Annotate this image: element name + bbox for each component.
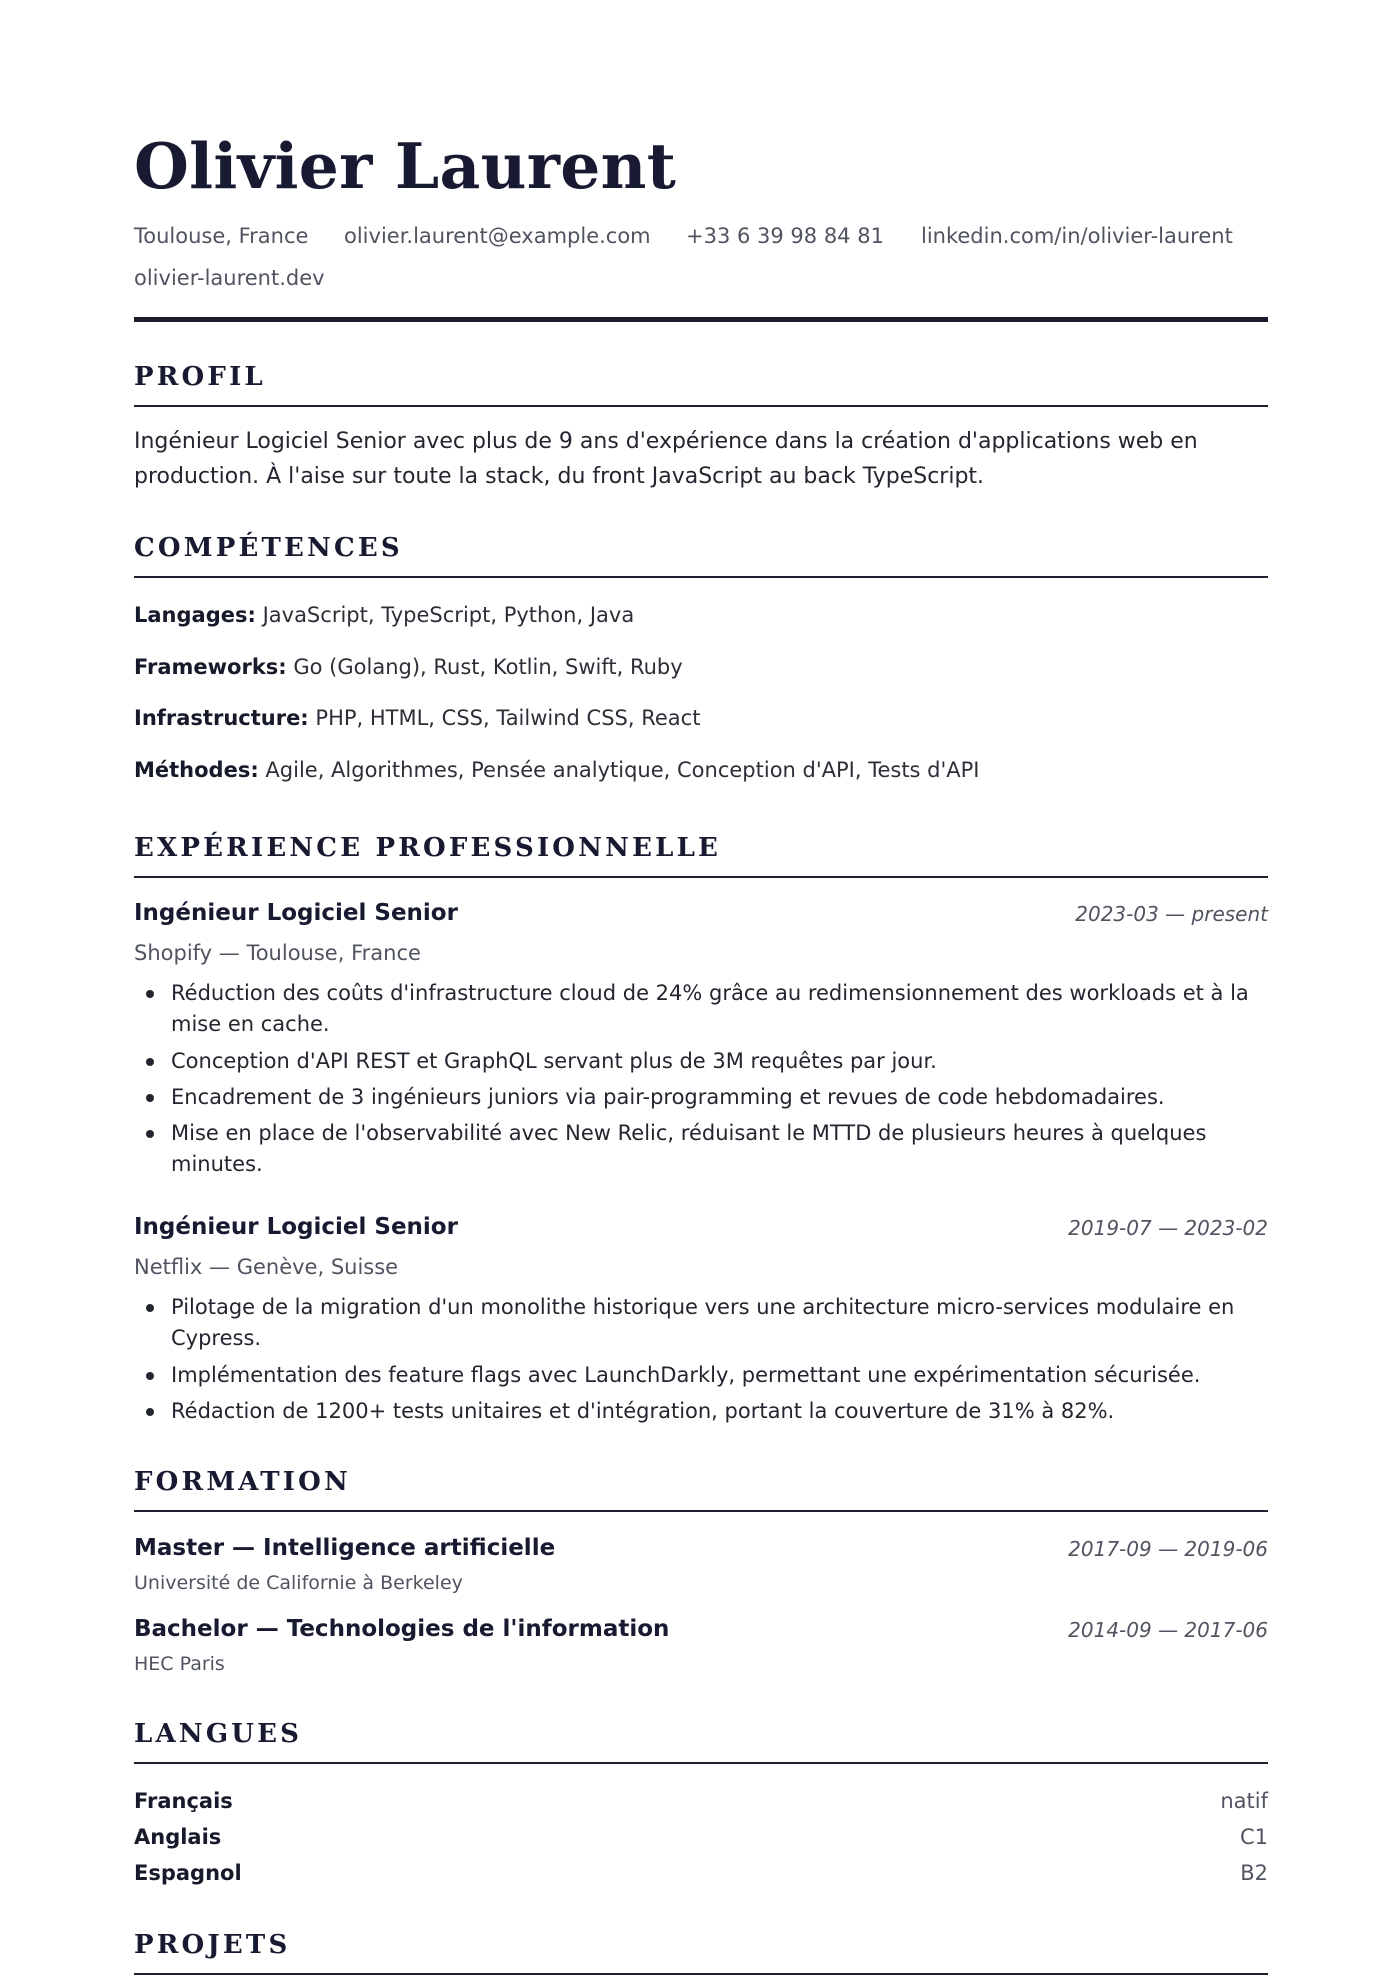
skill-label: Langages:: [134, 603, 256, 627]
school-name: HEC Paris: [134, 1653, 225, 1675]
skill-label: Méthodes:: [134, 758, 259, 782]
bullet-dot: [146, 1058, 154, 1066]
section-divider: [134, 1762, 1268, 1764]
bullet-text: Implémentation des feature flags avec LaunchDarkly, permettant une expérimentation sécurisée.: [171, 1363, 1201, 1387]
degree-dates: 2014-09 — 2017-06: [1068, 1618, 1268, 1642]
section-divider: [134, 1510, 1268, 1512]
language-name: Français: [134, 1789, 233, 1813]
bullet-text: Pilotage de la migration d'un monolithe historique vers une architecture micro-services modulaire en: [171, 1295, 1235, 1319]
skill-value: JavaScript, TypeScript, Python, Java: [262, 603, 635, 627]
skill-row: [134, 599, 634, 631]
skill-row: [134, 651, 683, 683]
skill-value: Go (Golang), Rust, Kotlin, Swift, Ruby: [293, 655, 683, 679]
skill-label: Infrastructure:: [134, 706, 309, 730]
profile-text-line: Ingénieur Logiciel Senior avec plus de 9 ans d'expérience dans la création d'applications web en: [134, 429, 1198, 454]
language-level: C1: [1239, 1825, 1268, 1849]
bullet-text: Conception d'API REST et GraphQL servant plus de 3M requêtes par jour.: [171, 1049, 937, 1073]
section-divider: [134, 876, 1268, 878]
candidate-name: Olivier Laurent: [134, 129, 677, 203]
bullet-text: Rédaction de 1200+ tests unitaires et d'intégration, portant la couverture de 31% à 82%.: [171, 1399, 1115, 1423]
website-link[interactable]: olivier-laurent.dev: [134, 266, 325, 290]
bullet-text: Cypress.: [171, 1326, 262, 1350]
section-title-education: FORMATION: [134, 1467, 351, 1497]
job-title: Ingénieur Logiciel Senior: [134, 900, 458, 926]
skill-row: [134, 702, 700, 734]
section-title-experience: EXPÉRIENCE PROFESSIONNELLE: [134, 833, 722, 863]
job-company: Netflix — Genève, Suisse: [134, 1255, 399, 1279]
skill-value: PHP, HTML, CSS, Tailwind CSS, React: [315, 706, 701, 730]
bullet-dot: [146, 1408, 154, 1416]
bullet-dot: [146, 1130, 154, 1138]
profile-text-line: production. À l'aise sur toute la stack, du front JavaScript au back TypeScript.: [134, 464, 985, 489]
bullet-text: Réduction des coûts d'infrastructure cloud de 24% grâce au redimensionnement des workloads et à la: [171, 981, 1249, 1005]
bullet-text: Mise en place de l'observabilité avec New Relic, réduisant le MTTD de plusieurs heures à quelques: [171, 1121, 1207, 1145]
degree-dates: 2017-09 — 2019-06: [1068, 1537, 1268, 1561]
section-divider: [134, 405, 1268, 407]
bullet-text: Encadrement de 3 ingénieurs juniors via pair-programming et revues de code hebdomadaires.: [171, 1085, 1165, 1109]
language-name: Espagnol: [134, 1861, 242, 1885]
section-divider: [134, 1973, 1268, 1975]
section-divider: [134, 576, 1268, 578]
section-title-projects: PROJETS: [134, 1930, 291, 1960]
contact-info: [134, 219, 1268, 299]
email-link[interactable]: olivier.laurent@example.com: [344, 224, 651, 248]
degree-title: Master — Intelligence artificielle: [134, 1535, 556, 1561]
language-name: Anglais: [134, 1825, 222, 1849]
job-title: Ingénieur Logiciel Senior: [134, 1214, 458, 1240]
linkedin-link[interactable]: linkedin.com/in/olivier-laurent: [921, 224, 1233, 248]
job-dates: 2019-07 — 2023-02: [1068, 1216, 1268, 1240]
degree-title: Bachelor — Technologies de l'information: [134, 1616, 670, 1642]
language-level: natif: [1220, 1789, 1268, 1813]
section-title-profile: PROFIL: [134, 362, 266, 392]
job-dates: 2023-03 — present: [1075, 902, 1268, 926]
header-divider: [134, 317, 1268, 322]
skill-value: Agile, Algorithmes, Pensée analytique, Conception d'API, Tests d'API: [265, 758, 980, 782]
section-title-skills: COMPÉTENCES: [134, 533, 403, 563]
location: Toulouse, France: [134, 224, 309, 248]
bullet-dot: [146, 1094, 154, 1102]
skill-label: Frameworks:: [134, 655, 287, 679]
job-company: Shopify — Toulouse, France: [134, 941, 421, 965]
section-title-languages: LANGUES: [134, 1719, 303, 1749]
school-name: Université de Californie à Berkeley: [134, 1572, 463, 1594]
skill-row: [134, 754, 980, 786]
language-level: B2: [1240, 1861, 1268, 1885]
bullet-text: mise en cache.: [171, 1012, 330, 1036]
phone-number: +33 6 39 98 84 81: [686, 224, 884, 248]
bullet-dot: [146, 1304, 154, 1312]
bullet-dot: [146, 990, 154, 998]
bullet-dot: [146, 1372, 154, 1380]
bullet-text: minutes.: [171, 1152, 263, 1176]
